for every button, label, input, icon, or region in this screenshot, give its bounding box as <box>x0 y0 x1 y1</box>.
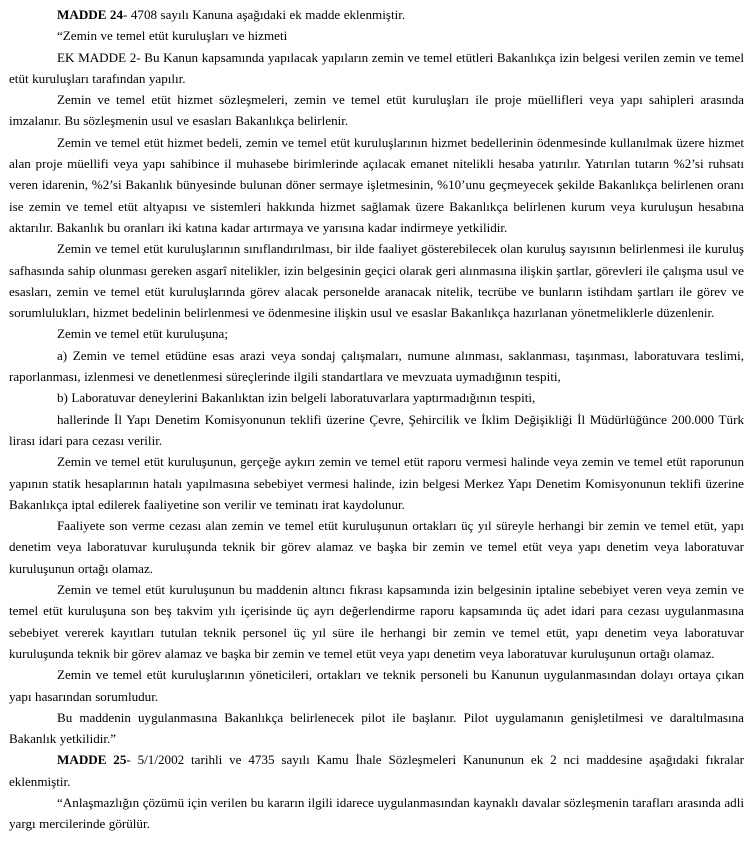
paragraph-text: - 4708 sayılı Kanuna aşağıdaki ek madde eklenmiştir. <box>123 7 406 22</box>
article-heading: MADDE 24 <box>57 7 124 22</box>
paragraph-text: Zemin ve temel etüt kuruluşlarının sınıflandırılması, bir ilde faaliyet gösterebilecek olan kuruluş sayısının belirlenmesi ile kuruluş safhasında sahip olunması gereken asgarî nitelikler, izin belgesinin geçici olarak geri alınmasına ilişkin şartlar, görevleri ile çalışma usul ve esasları, zemin ve temel etüt kuruluşlarında görev alacak personelde aranacak nitelik, tecrübe ve bunların istihdam şartları ile görev ve sorumlulukları, hizmet bedelinin belirlenmesi ve ödenmesine ilişkin usul ve esaslar Bakanlıkça hazırlanan yönetmeliklerle düzenlenir. <box>9 241 744 321</box>
paragraph-text: hallerinde İl Yapı Denetim Komisyonunun teklifi üzerine Çevre, Şehircilik ve İklim Değişikliği İl Müdürlüğünce 200.000 Türk lirası idari para cezası verilir. <box>9 411 744 448</box>
paragraph-text: “Anlaşmazlığın çözümü için verilen bu kararın ilgili idarece uygulanmasından kaynaklı davalar sözleşmenin tarafları arasında adli yargı mercilerinde görülür. <box>9 794 744 832</box>
paragraph <box>9 451 744 515</box>
paragraph <box>9 515 744 579</box>
paragraph <box>9 323 744 344</box>
paragraph-text: a) Zemin ve temel etüdüne esas arazi veya sondaj çalışmaları, numune alınması, saklanması, taşınması, laboratuvara teslimi, raporlanması, izlenmesi ve denetlenmesi süreçlerinde ilgili standartlara ve mevzuata uymadığının tespiti, <box>9 347 744 385</box>
paragraph-text: - 5/1/2002 tarihli ve 4735 sayılı Kamu İhale Sözleşmeleri Kanununun ek 2 nci maddesine aşağıdaki fıkralar eklenmiştir. <box>9 752 744 789</box>
paragraph-text: Zemin ve temel etüt kuruluşlarının yöneticileri, ortakları ve teknik personeli bu Kanunun uygulanmasından dolayı ortaya çıkan yapı hasarından sorumludur. <box>9 667 744 704</box>
paragraph <box>9 409 744 452</box>
paragraph <box>9 792 744 835</box>
paragraph-text: Zemin ve temel etüt hizmet sözleşmeleri, zemin ve temel etüt kuruluşları ile proje müellifleri veya yapı sahipleri arasında imzalanır. Bu sözleşmenin usul ve esasları Bakanlıkça belirlenir. <box>9 92 744 129</box>
paragraph-text: Zemin ve temel etüt kuruluşuna; <box>57 326 228 342</box>
paragraph <box>9 707 744 750</box>
paragraph-text: EK MADDE 2- Bu Kanun kapsamında yapılacak yapıların zemin ve temel etütleri Bakanlıkça izin belgesi verilen zemin ve temel etüt kuruluşları tarafından yapılır. <box>9 49 744 86</box>
paragraph <box>9 47 744 90</box>
paragraph <box>9 132 744 238</box>
paragraph <box>9 238 744 323</box>
paragraph <box>9 25 744 46</box>
paragraph-text: Zemin ve temel etüt kuruluşunun, gerçeğe aykırı zemin ve temel etüt raporu vermesi halinde veya zemin ve temel etüt raporunun yapının statik hesaplarının hatalı yapılmasına sebebiyet vermesi halinde, izin belgesi Merkez Yapı Denetim Komisyonunun teklifi üzerine Bakanlıkça iptal edilerek faaliyetine son verilir ve teminatı irat kaydolunur. <box>9 454 744 512</box>
paragraph <box>9 387 744 408</box>
paragraph <box>9 579 744 664</box>
paragraph-text: Zemin ve temel etüt kuruluşunun bu maddenin altıncı fıkrası kapsamında izin belgesinin iptaline sebebiyet veren veya zemin ve temel etüt kuruluşuna son beş takvim yılı içerisinde üç ayrı değerlendirme raporu kapsamında üç adet idari para cezası uygulanmasına sebebiyet vererek kayıtları tutulan teknik personel üç yıl süre ile herhangi bir zemin ve temel etüt, yapı denetim veya laboratuvar kuruluşunda teknik bir görev alamaz ve başka bir zemin ve temel etüt veya yapı denetim veya laboratuvar kuruluşunun ortağı olamaz. <box>9 582 744 661</box>
paragraph-text: “Zemin ve temel etüt kuruluşları ve hizmeti <box>57 28 288 44</box>
article-heading: MADDE 25 <box>57 752 127 768</box>
paragraph-text: Faaliyete son verme cezası alan zemin ve temel etüt kuruluşunun ortakları üç yıl süreyle herhangi bir zemin ve temel etüt, yapı denetim veya laboratuvar kuruluşunda teknik bir görev alamaz ve başka bir zemin ve temel etüt veya yapı denetim veya laboratuvar kuruluşunun ortağı olamaz. <box>9 518 744 576</box>
paragraph <box>9 89 744 132</box>
paragraph <box>9 345 744 388</box>
paragraph <box>9 664 744 707</box>
paragraph-text: b) Laboratuvar deneylerini Bakanlıktan izin belgeli laboratuvarlara yaptırmadığının tespiti, <box>57 390 536 406</box>
paragraph-text: Zemin ve temel etüt hizmet bedeli, zemin ve temel etüt kuruluşlarının hizmet bedellerinin ödenmesinde kullanılmak üzere hizmet alan proje müellifi veya yapı sahibince il muhasebe birimlerinde açılacak emanet nitelikli hesaba yatırılır. Yatırılan tutarın %2’si ruhsatı veren idarenin, %2’si Bakanlık bünyesinde bulunan döner sermaye işletmesinin, %10’unu geçmeyecek şekilde Bakanlıkça belirlenen oranı ise zemin ve temel etüt altyapısı ve sistemleri hakkında hizmet sağlamak üzere Bakanlıkça belirlenen kurum veya kuruluşun hesabına aktarılır. Bakanlık bu oranları iki katına kadar artırmaya ve yarısına kadar indirmeye yetkilidir. <box>9 134 744 235</box>
paragraph <box>9 749 744 792</box>
paragraph-text: Bu maddenin uygulanmasına Bakanlıkça belirlenecek pilot ile başlanır. Pilot uygulamanın genişletilmesi ve daraltılmasına Bakanlık yetkilidir.” <box>9 709 744 747</box>
paragraph <box>9 4 744 25</box>
